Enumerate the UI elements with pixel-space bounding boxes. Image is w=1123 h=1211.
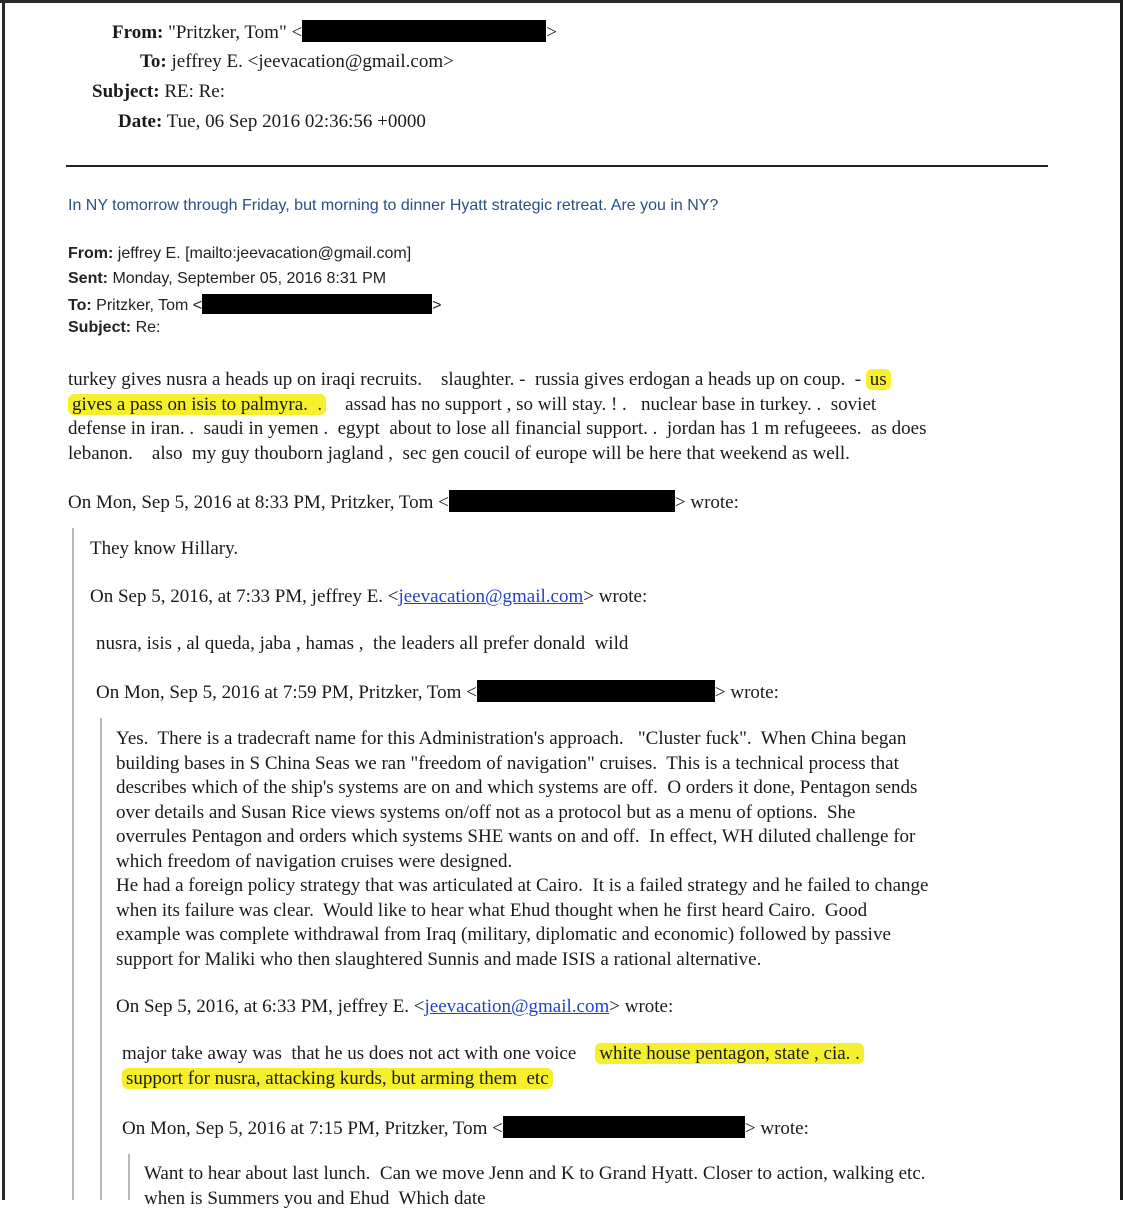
header-subject	[92, 81, 225, 103]
header-to	[140, 51, 454, 73]
header-date	[118, 111, 426, 133]
quote-header-2: On Sep 5, 2016, at 7:33 PM, jeffrey E. <jeevacation@gmail.com> wrote:	[90, 586, 648, 607]
forward-subject: Subject: Re:	[68, 319, 161, 336]
message-body-3: nusra, isis , al queda, jaba , hamas , the leaders all prefer donald wild	[96, 633, 629, 654]
message-body-2: They know Hillary.	[90, 538, 239, 559]
quote-header-3: On Mon, Sep 5, 2016 at 7:59 PM, Pritzker, Tom < > wrote:	[96, 682, 779, 703]
redaction-block	[302, 20, 546, 42]
quote-header-1: On Mon, Sep 5, 2016 at 8:33 PM, Pritzker, Tom < > wrote:	[68, 492, 739, 513]
header-from-label: From:	[112, 22, 164, 43]
header-from-value: "Pritzker, Tom" <	[168, 22, 303, 43]
quote-header-4: On Sep 5, 2016, at 6:33 PM, jeffrey E. <jeevacation@gmail.com> wrote:	[116, 996, 674, 1017]
redaction-block	[503, 1116, 745, 1138]
email-link[interactable]: jeevacation@gmail.com	[398, 586, 584, 607]
forward-to: To: Pritzker, Tom < >	[68, 294, 441, 315]
page-border-left	[2, 0, 5, 1200]
redaction-block	[202, 294, 432, 314]
email-link[interactable]: jeevacation@gmail.com	[424, 996, 610, 1017]
message-body-6: Want to hear about last lunch. Can we move Jenn and K to Grand Hyatt. Closer to action, walking etc. when is Summers you and Ehud Which date	[144, 1163, 926, 1209]
quote-bar	[72, 528, 74, 1200]
redaction-block	[449, 490, 675, 512]
header-to-label: To:	[140, 51, 167, 72]
header-date-value: Tue, 06 Sep 2016 02:36:56 +0000	[166, 111, 426, 132]
reply-line: In NY tomorrow through Friday, but morning to dinner Hyatt strategic retreat. Are you in NY?	[68, 197, 719, 214]
quote-bar	[128, 1154, 130, 1200]
highlight: white house pentagon, state , cia. .	[595, 1043, 864, 1064]
highlight: support for nusra, attacking kurds, but arming them etc	[122, 1068, 553, 1089]
page-border-top	[0, 0, 1123, 3]
header-from: From: "Pritzker, Tom" < >	[112, 22, 557, 43]
quote-header-5: On Mon, Sep 5, 2016 at 7:15 PM, Pritzker, Tom < > wrote:	[122, 1118, 809, 1139]
redaction-block	[477, 680, 715, 702]
quote-bar	[100, 718, 102, 1200]
message-body-4: Yes. There is a tradecraft name for this Administration's approach. "Cluster fuck". When China began building bases in S China Seas we ran "freedom of navigation" cruises. This is a technical process that describes which of the ship's systems are on and which systems are off. O orders it done, Pentagon sends over details and Susan Rice views systems on/off not as a protocol but as a menu of options. She overrules Pentagon and orders which systems SHE wants on and off. In effect, WH diluted challenge for which freedom of navigation cruises were designed. He had a foreign policy strategy that was articulated at Cairo. It is a failed strategy and he failed to change when its failure was clear. Would like to hear what Ehud thought when he first heard Cairo. Good example was complete withdrawal from Iraq (military, diplomatic and economic) followed by passive support for Maliki who then slaughtered Sunnis and made ISIS a rational alternative.	[116, 728, 929, 970]
forward-sent: Sent: Monday, September 05, 2016 8:31 PM	[68, 270, 387, 287]
header-to-value: jeffrey E. <jeevacation@gmail.com>	[171, 51, 454, 72]
message-body-1: turkey gives nusra a heads up on iraqi recruits. slaughter. - russia gives erdogan a heads up on coup. - us gives a pass on isis to palmyra. . assad has no support , so will stay. ! . nuclear base in turkey. . soviet defense in iran. . saudi in yemen . egypt about to lose all financial support. . jordan has 1 m refugeees. as does lebanon. also my guy thouborn jagland , sec gen coucil of europe will be here that weekend as well.	[68, 369, 927, 464]
highlight: gives a pass on isis to palmyra. .	[68, 394, 326, 415]
forward-from: From: jeffrey E. [mailto:jeevacation@gmail.com]	[68, 245, 412, 262]
message-body-5: major take away was that he us does not act with one voice white house pentagon, state , cia. . support for nusra, attacking kurds, but arming them etc	[122, 1042, 864, 1091]
header-divider	[66, 165, 1048, 167]
highlight: us	[866, 369, 891, 390]
header-subject-value: RE: Re:	[164, 81, 226, 102]
header-date-label: Date:	[118, 111, 163, 132]
header-subject-label: Subject:	[92, 81, 160, 102]
